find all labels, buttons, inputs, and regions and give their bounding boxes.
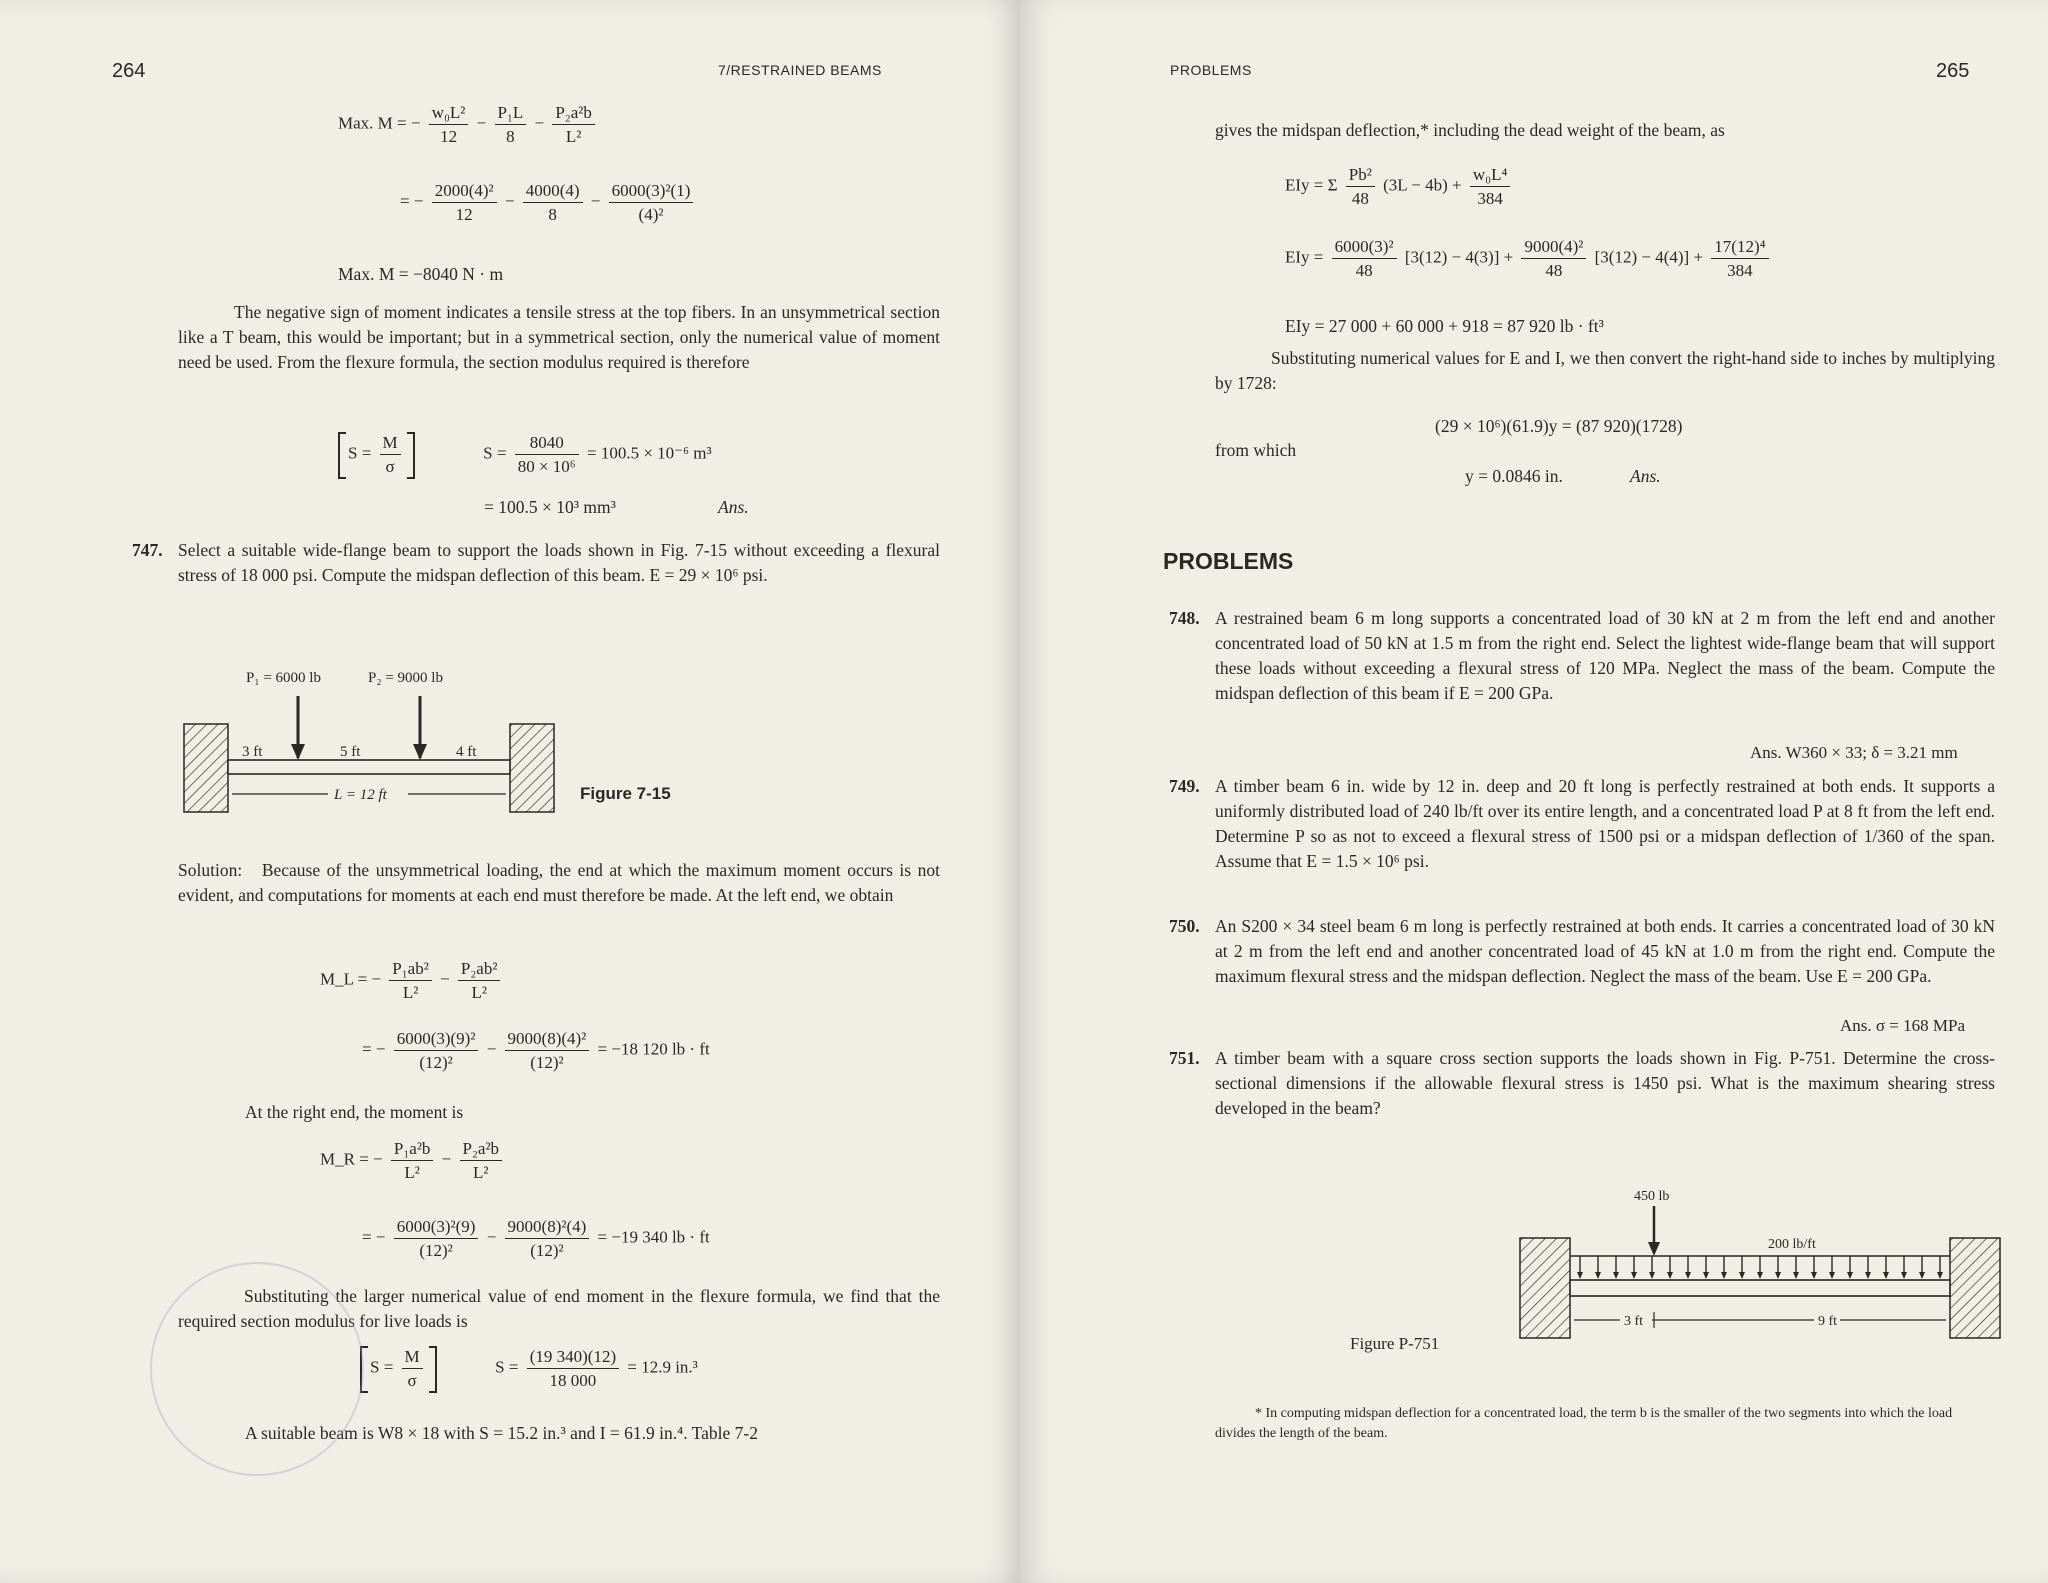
running-head: PROBLEMS bbox=[1170, 62, 1252, 78]
equation-conversion: (29 × 10⁶)(61.9)y = (87 920)(1728) bbox=[1435, 416, 1683, 436]
problem-751: 751. A timber beam with a square cross section supports the loads shown in Fig. P-751. Determine the cross-sectional dimensions if the allowable flexural stress is 1450 psi. What is the maximum shearing stress developed in the beam? bbox=[1169, 1048, 1995, 1118]
load-p1-arrowhead bbox=[291, 744, 305, 760]
load-p1-label: P₁ = 6000 lb bbox=[246, 670, 321, 686]
paragraph-substituting: Substituting the larger numerical value of end moment in the flexure formula, we find that the required section modulus for live loads is bbox=[178, 1286, 940, 1331]
left-page bbox=[0, 0, 1020, 1583]
udl-arrowhead bbox=[1865, 1272, 1871, 1279]
udl-arrowhead bbox=[1919, 1272, 1925, 1279]
udl-arrowhead bbox=[1901, 1272, 1907, 1279]
udl-arrowhead bbox=[1739, 1272, 1745, 1279]
paragraph-solution: Solution: Because of the unsymmetrical loading, the end at which the maximum moment occurs is not evident, and computations for moments at each end must therefore be made. At the left end, we obtain bbox=[178, 860, 941, 905]
udl-arrowhead bbox=[1667, 1272, 1673, 1279]
equation-ely-numeric: EIy = $\frac{\text{6000(3)²}}{48}$ [3(12) − 4(3)] + $\frac{\text{9000(4)²}}{48}$ [3(12) − 4(4)] + $\frac{\text{17(12)⁴}}{384}$ bbox=[1285, 238, 1773, 279]
dimension-5ft: 5 ft bbox=[340, 744, 361, 760]
figure-p-751 bbox=[1490, 1180, 2010, 1350]
equation-ely-symbolic: EIy = Σ $\frac{\text{Pb²}}{48}$ (3L − 4b) + $\frac{\text{w₀L⁴}}{384}$ bbox=[1285, 166, 1514, 207]
problem-748: 748. A restrained beam 6 m long supports a concentrated load of 30 kN at 2 m from the left end and another concentrated load of 50 kN at 1.5 m from the right end. Select the lightest wide-flange beam that will support these loads without exceeding a flexural stress of 120 MPa. Neglect the mass of the beam. Compute the midspan deflection of this beam if E = 200 GPa. bbox=[1169, 608, 1995, 703]
problem-749: 749. A timber beam 6 in. wide by 12 in. deep and 20 ft long is perfectly restrained at both ends. It supports a uniformly distributed load of 240 lb/ft over its entire length, and a concentrated load P at 8 ft from the left end. Determine P so as not to exceed a flexural stress of 1500 psi or a midspan deflection of 1/360 of the span. Assume that E = 1.5 × 10⁶ psi. bbox=[1169, 776, 1995, 871]
library-stamp bbox=[150, 1262, 364, 1476]
running-head: 7/RESTRAINED BEAMS bbox=[718, 62, 882, 78]
problem-number: 751. bbox=[1169, 1048, 1200, 1068]
beam bbox=[228, 760, 510, 774]
left-wall-support bbox=[184, 724, 228, 812]
udl-arrowhead bbox=[1883, 1272, 1889, 1279]
udl-arrowhead bbox=[1775, 1272, 1781, 1279]
equation-deflection: y = 0.0846 in. bbox=[1465, 466, 1563, 486]
problem-748-answer: Ans. W360 × 33; δ = 3.21 mm bbox=[1750, 743, 1958, 762]
udl-arrowhead bbox=[1649, 1272, 1655, 1279]
udl-arrowhead bbox=[1685, 1272, 1691, 1279]
udl-arrowhead bbox=[1793, 1272, 1799, 1279]
figure-caption: Figure 7-15 bbox=[580, 784, 671, 803]
dimension-9ft: 9 ft bbox=[1818, 1314, 1838, 1329]
problem-747: 747. Select a suitable wide-flange beam to support the loads shown in Fig. 7-15 without exceeding a flexural stress of 18 000 psi. Compute the midspan deflection of this beam. E = 29 × 10⁶ psi. bbox=[132, 540, 940, 585]
right-wall-support bbox=[510, 724, 554, 812]
paragraph-substituting-values: Substituting numerical values for E and I, we then convert the right-hand side to inches by multiplying by 1728: bbox=[1215, 348, 1995, 393]
udl-arrowhead bbox=[1595, 1272, 1601, 1279]
equation-max-moment-numeric: = − $\frac{\text{2000(4)²}}{12}$ − $\frac{4000(4)}{8}$ − $\frac{\text{6000(3)²(1)}}{\text{(4)²}}$ bbox=[400, 182, 697, 223]
load-450-arrowhead bbox=[1648, 1242, 1660, 1256]
equation-max-moment-result: Max. M = −8040 N · m bbox=[338, 264, 504, 284]
udl-arrowhead bbox=[1847, 1272, 1853, 1279]
udl-arrowhead bbox=[1811, 1272, 1817, 1279]
equation-section-modulus-2: S = $\frac{M}{\sigma}$ S = $\frac{(19 340)(12)}{18 000}$ = 12.9 in.³ bbox=[360, 1346, 698, 1391]
equation-ml-numeric: = − $\frac{\text{6000(3)(9)²}}{\text{(12)²}}$ − $\frac{\text{9000(8)(4)²}}{\text{(12)²}}$ = −18 120 lb · ft bbox=[362, 1029, 710, 1072]
udl-arrowhead bbox=[1703, 1272, 1709, 1279]
eq-label: Max. M = bbox=[338, 113, 407, 133]
answer-label: Ans. bbox=[718, 497, 749, 517]
equation-ely-sum: EIy = 27 000 + 60 000 + 918 = 87 920 lb · ft³ bbox=[1285, 316, 1604, 336]
load-450-label: 450 lb bbox=[1634, 1189, 1670, 1204]
udl-arrowhead bbox=[1613, 1272, 1619, 1279]
figure-caption: Figure P-751 bbox=[1350, 1334, 1440, 1353]
dimension-3ft: 3 ft bbox=[242, 744, 263, 760]
left-wall-support bbox=[1520, 1238, 1570, 1338]
paragraph-negative-sign: The negative sign of moment indicates a tensile stress at the top fibers. In an unsymmetrical section like a T beam, this would be important; but in a symmetrical section, only the numerical value of moment need be used. From the flexure formula, the section modulus required is therefore bbox=[178, 302, 940, 372]
paragraph-gives: gives the midspan deflection,* including the dead weight of the beam, as bbox=[1215, 120, 1725, 140]
bracket-formula: S = $\frac{M}{\sigma}$ bbox=[338, 432, 415, 477]
udl-arrowhead bbox=[1937, 1272, 1943, 1279]
problem-number: 750. bbox=[1169, 916, 1200, 936]
load-p2-label: P₂ = 9000 lb bbox=[368, 670, 443, 686]
equation-max-moment-symbolic: Max. M = − $\frac{\text{w₀L²}}{12}$ − $\frac{\text{P₁L}}{8}$ − $\frac{\text{P₂a²b}}{\text{L²}}$ bbox=[338, 104, 599, 145]
load-p2-arrowhead bbox=[413, 744, 427, 760]
span-length-label: L = 12 ft bbox=[334, 787, 387, 803]
distributed-load-arrows bbox=[1577, 1256, 1943, 1279]
right-wall-support bbox=[1950, 1238, 2000, 1338]
problem-number: 749. bbox=[1169, 776, 1200, 796]
udl-arrowhead bbox=[1757, 1272, 1763, 1279]
problem-number: 747. bbox=[132, 540, 163, 560]
problem-750-answer: Ans. σ = 168 MPa bbox=[1840, 1016, 1966, 1035]
equation-section-modulus: S = $\frac{M}{\sigma}$ S = $\frac{8040}{\text{80 × 10⁶}}$ = 100.5 × 10⁻⁶ m³ bbox=[338, 432, 712, 477]
udl-arrowhead bbox=[1577, 1272, 1583, 1279]
udl-arrowhead bbox=[1721, 1272, 1727, 1279]
beam bbox=[1570, 1280, 1950, 1296]
answer-label: Ans. bbox=[1630, 466, 1661, 486]
paragraph-right-end: At the right end, the moment is bbox=[245, 1102, 464, 1122]
equation-ml-symbolic: M_L = − $\frac{\text{P₁ab²}}{\text{L²}}$ − $\frac{\text{P₂ab²}}{\text{L²}}$ bbox=[320, 960, 504, 1001]
equation-section-modulus-mm: = 100.5 × 10³ mm³ bbox=[484, 497, 616, 517]
problems-heading: PROBLEMS bbox=[1163, 548, 1294, 574]
page-number: 264 bbox=[112, 60, 146, 82]
distributed-load-label: 200 lb/ft bbox=[1768, 1237, 1816, 1252]
from-which-label: from which bbox=[1215, 440, 1297, 460]
bracket-formula-2: S = $\frac{M}{\sigma}$ bbox=[360, 1346, 437, 1391]
udl-arrowhead bbox=[1631, 1272, 1637, 1279]
paragraph-suitable-beam: A suitable beam is W8 × 18 with S = 15.2 in.³ and I = 61.9 in.⁴. Table 7-2 bbox=[245, 1423, 758, 1443]
right-page bbox=[1020, 0, 2048, 1583]
udl-arrowhead bbox=[1829, 1272, 1835, 1279]
equation-mr-numeric: = − $\frac{\text{6000(3)²(9)}}{\text{(12)²}}$ − $\frac{\text{9000(8)²(4)}}{\text{(12)²}}$ = −19 340 lb · ft bbox=[362, 1217, 710, 1260]
dimension-3ft: 3 ft bbox=[1624, 1314, 1644, 1329]
equation-mr-symbolic: M_R = − $\frac{\text{P₁a²b}}{\text{L²}}$ − $\frac{\text{P₂a²b}}{\text{L²}}$ bbox=[320, 1140, 506, 1181]
dimension-4ft: 4 ft bbox=[456, 744, 477, 760]
footnote: * In computing midspan deflection for a concentrated load, the term b is the smaller of the two segments into which the load divides the length of the beam. bbox=[1215, 1406, 1953, 1441]
page-number: 265 bbox=[1936, 60, 1970, 82]
problem-750: 750. An S200 × 34 steel beam 6 m long is perfectly restrained at both ends. It carries a concentrated load of 30 kN at 2 m from the left end and another concentrated load of 45 kN at 1.0 m from the right end. Compute the maximum flexural stress and the midspan deflection. Neglect the mass of the beam. Use E = 200 GPa. bbox=[1169, 916, 1995, 986]
problem-number: 748. bbox=[1169, 608, 1200, 628]
